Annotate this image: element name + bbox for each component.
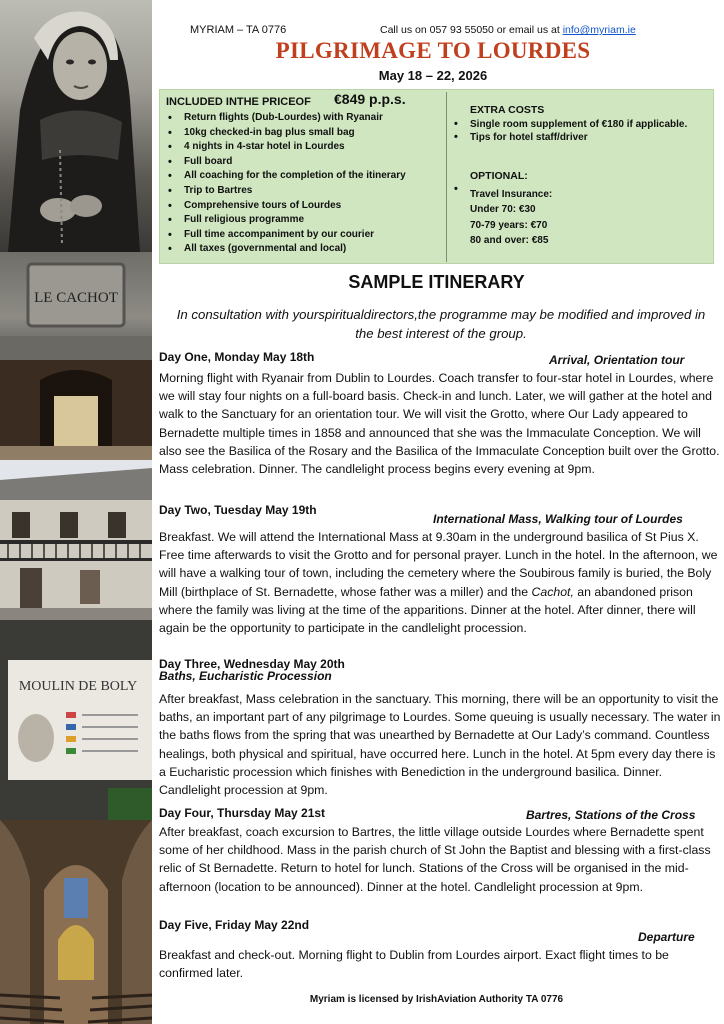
optional-line: 80 and over: €85 bbox=[470, 234, 549, 246]
day-one-title: Day One, Monday May 18th bbox=[159, 350, 315, 364]
day-two-text bbox=[159, 528, 721, 637]
price: €849 p.p.s. bbox=[334, 91, 406, 107]
contact-line bbox=[380, 24, 636, 36]
day-four-text: After breakfast, coach excursion to Bartres, the little village outside Lourdes where Bernadette spent some of her childhood. Mass in the parish church of St John the Baptist and blessing with a first-class relic of St Bernadette. Return to hotel for lunch. Stations of the Cross will be organised in the mid-afternoon (location to be announced). Dinner at the hotel. Candlelight procession at 9pm. bbox=[159, 825, 711, 894]
itinerary-heading: SAMPLE ITINERARY bbox=[348, 272, 525, 292]
trip-dates: May 18 – 22, 2026 bbox=[378, 68, 488, 83]
itinerary-subtitle: In consultation with yourspiritualdirectors,the programme may be modified and improved in the best interest of the group. bbox=[176, 307, 706, 341]
included-item: • Full board bbox=[168, 155, 448, 170]
included-item: • Comprehensive tours of Lourdes bbox=[168, 199, 448, 214]
extra-cost-item: • Single room supplement of €180 if applicable. bbox=[454, 118, 687, 131]
extra-costs-list bbox=[454, 118, 687, 144]
day-four-title: Day Four, Thursday May 21st bbox=[159, 806, 326, 820]
included-item: • Return flights (Dub-Lourdes) with Ryanair bbox=[168, 111, 448, 126]
cachot-sign-text: LE CACHOT bbox=[34, 290, 118, 306]
day-two-text-end: an abandoned prison where the family was living at the time of the apparitions. Dinner at the hotel. After dinner, there will again be the opportunity to participate in the candlelight procession. bbox=[159, 584, 696, 636]
day-three-text: After breakfast, Mass celebration in the sanctuary. This morning, there will be an opportunity to visit the baths, an important part of any pilgrimage to Lourdes. Some queuing is usually necessary. The water in the baths flows from the spring that was unearthed by Bernadette at Our Lady’s command. Countless healings, both physical and spiritual, have occurred here. Lunch in the hotel. At 5pm every day there is a Eucharistic procession which finishes with Benediction in the underground basilica. Dinner. Candlelight procession at 9pm. bbox=[159, 692, 721, 798]
included-item: • 4 nights in 4-star hotel in Lourdes bbox=[168, 140, 448, 155]
day-three-tag: Baths, Eucharistic Procession bbox=[159, 669, 332, 683]
optional-line: Travel Insurance: bbox=[470, 189, 553, 200]
day-five-tag: Departure bbox=[638, 930, 695, 944]
day-one-tag: Arrival, Orientation tour bbox=[549, 353, 685, 367]
included-title: INCLUDED INTHE PRICEOF bbox=[166, 96, 311, 108]
optional-bullet: • bbox=[454, 183, 458, 195]
included-list bbox=[168, 111, 448, 257]
included-item: • 10kg checked-in bag plus small bag bbox=[168, 126, 448, 141]
included-item: • Full religious programme bbox=[168, 213, 448, 228]
included-item: • All coaching for the completion of the itinerary bbox=[168, 169, 448, 184]
photo-doorway bbox=[0, 360, 152, 460]
day-two-text-cachot: Cachot, bbox=[531, 584, 574, 599]
photo-moulin-de-boly bbox=[0, 620, 152, 820]
photo-bernadette-portrait bbox=[0, 0, 152, 252]
day-five-title: Day Five, Friday May 22nd bbox=[159, 918, 310, 932]
day-two-tag: International Mass, Walking tour of Lourdes bbox=[433, 512, 683, 526]
contact-text: Call us on 057 93 55050 or email us at bbox=[380, 24, 563, 36]
day-two-title: Day Two, Tuesday May 19th bbox=[159, 503, 317, 517]
moulin-sign-text: MOULIN DE BOLY bbox=[18, 679, 138, 694]
photo-le-cachot-plaque bbox=[0, 252, 152, 360]
day-five-text: Breakfast and check-out. Morning flight to Dublin from Lourdes airport. Exact flight times to be confirmed later. bbox=[159, 948, 669, 981]
photo-basilica-interior bbox=[0, 820, 152, 1024]
included-item: • Trip to Bartres bbox=[168, 184, 448, 199]
optional-line: 70-79 years: €70 bbox=[470, 219, 548, 231]
email-link[interactable]: info@myriam.ie bbox=[562, 24, 636, 36]
day-two-text-start: Breakfast. We will attend the International Mass at 9.30am in the underground basilica of St Pius X. Free time afterwards to visit the Grotto and for personal prayer. Lunch in the hotel. In the afternoon, we will have a walking tour of town, including the cemetery where the Soubirous family is buried, the Boly Mill (birthplace of St. Bernadette, whose father was a miller) and the bbox=[159, 530, 718, 599]
photo-boly-house bbox=[0, 460, 152, 620]
optional-title: OPTIONAL: bbox=[470, 170, 528, 182]
day-one-text: Morning flight with Ryanair from Dublin to Lourdes. Coach transfer to four-star hotel in Lourdes, where we will stay four nights on a full-board basis. Check-in and lunch. Later, we will gather at the hotel and walk to the Sanctuary for an orientation tour. We will visit the Grotto, where Our Lady appeared to Bernadette multiple times in 1858 and announced that she was the Immaculate Conception. We will also see the Basilica of the Rosary and the Basilica of the Immaculate Conception built over the Grotto. Mass celebration. Dinner. The candlelight process begins every evening at 9pm. bbox=[159, 371, 720, 477]
extra-costs-title: EXTRA COSTS bbox=[470, 104, 545, 116]
extra-cost-item: • Tips for hotel staff/driver bbox=[454, 131, 687, 144]
license-footer: Myriam is licensed by IrishAviation Authority TA 0776 bbox=[309, 994, 564, 1005]
price-info-box bbox=[159, 89, 714, 264]
included-item: • Full time accompaniment by our courier bbox=[168, 228, 448, 243]
day-four-tag: Bartres, Stations of the Cross bbox=[526, 808, 696, 822]
agency-label: MYRIAM – TA 0776 bbox=[190, 24, 287, 36]
day-three-title: Day Three, Wednesday May 20th bbox=[159, 657, 345, 671]
optional-line: Under 70: €30 bbox=[470, 204, 536, 216]
optional-lines bbox=[470, 187, 552, 248]
page-title: PILGRIMAGE TO LOURDES bbox=[275, 38, 591, 63]
photo-strip bbox=[0, 0, 152, 1024]
included-item: • All taxes (governmental and local) bbox=[168, 242, 448, 257]
